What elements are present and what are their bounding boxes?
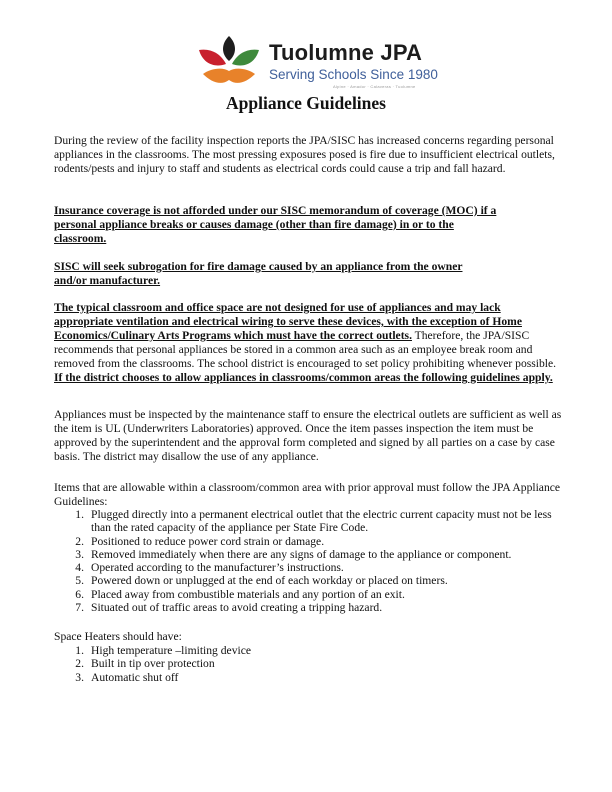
typical-bold-text-2: If the district chooses to allow appliances in classrooms/common areas the following guidelines apply. <box>54 371 553 384</box>
list-number: 2. <box>75 657 84 671</box>
list-item <box>70 671 562 684</box>
list-item-text: Placed away from combustible materials and any portion of an exit. <box>91 587 405 601</box>
list-item <box>70 588 562 601</box>
logo-counties: Alpine · Amador · Calaveras · Tuolumne <box>333 84 416 89</box>
insurance-line: Insurance coverage is not afforded under our SISC memorandum of coverage (MOC) if a <box>54 204 497 217</box>
leaf-logo-icon <box>197 34 261 90</box>
list-item <box>70 508 562 535</box>
list-number: 5. <box>75 574 84 588</box>
tuolumne-jpa-logo <box>197 34 438 90</box>
list-item-text: Operated according to the manufacturer’s instructions. <box>91 561 344 575</box>
appliance-guidelines-list <box>70 508 562 614</box>
list-item-text: High temperature –limiting device <box>91 644 252 657</box>
insurance-line: personal appliance breaks or causes damage (other than fire damage) in or to the <box>54 218 454 231</box>
items-intro: Items that are allowable within a classroom/common area with prior approval must follow the JPA Appliance Guidelines: <box>54 481 561 508</box>
list-item <box>70 601 562 614</box>
list-item <box>70 561 562 574</box>
list-item-text: Plugged directly into a permanent electrical outlet that the electric current capacity must not be less than the rated capacity of the appliance per State Fire Code. <box>91 508 552 535</box>
list-item-text: Situated out of traffic areas to avoid creating a tripping hazard. <box>91 601 383 615</box>
list-number: 7. <box>75 601 84 615</box>
typical-plain-text: Therefore, the JPA/SISC recommends that personal appliances be stored in a common area such as an employee break room and removed from the classrooms. The school district is encouraged to set policy prohibiting whenever possible. <box>54 329 557 370</box>
list-number: 2. <box>75 534 84 548</box>
list-number: 1. <box>75 644 84 657</box>
list-item-text: Powered down or unplugged at the end of each workday or placed on timers. <box>91 574 448 588</box>
list-item-text: Automatic shut off <box>91 670 179 684</box>
list-number: 6. <box>75 587 84 601</box>
list-number: 3. <box>75 670 84 684</box>
subrogation-notice <box>54 260 562 288</box>
subrogation-line: SISC will seek subrogation for fire damage caused by an appliance from the owner <box>54 260 463 273</box>
list-number: 4. <box>75 561 84 575</box>
list-item-text: Positioned to reduce power cord strain or damage. <box>91 534 325 548</box>
page-title: Appliance Guidelines <box>226 93 386 113</box>
heaters-intro: Space Heaters should have: <box>54 630 182 643</box>
insurance-line: classroom. <box>54 232 107 245</box>
list-item <box>70 535 562 548</box>
list-item-text: Built in tip over protection <box>91 657 215 671</box>
logo-tagline: Serving Schools Since 1980 <box>269 67 438 82</box>
list-item-text: Removed immediately when there are any signs of damage to the appliance or component. <box>91 547 512 561</box>
list-item <box>70 548 562 561</box>
list-item <box>70 644 562 657</box>
list-number: 1. <box>75 508 84 521</box>
list-item <box>70 657 562 670</box>
typical-bold-text: The typical classroom and office space are not designed for use of appliances and may lack appropriate ventilation and electrical wiring to serve these devices, with the exception of Home Economics/Culinary Arts Programs which must have the correct outlets. <box>54 301 522 342</box>
inspection-paragraph: Appliances must be inspected by the maintenance staff to ensure the electrical outlets are sufficient as well as the item is UL (Underwriters Laboratories) approved. Once the item passes inspection the item must be approved by the superintendent and the approval form completed and signed by all parties on a case by case basis. The district may disallow the use of any appliance. <box>54 408 562 463</box>
insurance-notice <box>54 204 562 246</box>
space-heaters-list <box>70 644 562 684</box>
subrogation-line: and/or manufacturer. <box>54 274 161 287</box>
intro-paragraph: During the review of the facility inspection reports the JPA/SISC has increased concerns regarding personal appliances in the classrooms. The most pressing exposures posed is fire due to insufficient electrical outlets, rodents/pests and injury to staff and students as electrical cords could cause a trip and fall hazard. <box>54 134 555 175</box>
logo-name: Tuolumne JPA <box>269 40 423 65</box>
list-item <box>70 574 562 587</box>
list-number: 3. <box>75 547 84 561</box>
typical-space-paragraph <box>54 301 562 385</box>
